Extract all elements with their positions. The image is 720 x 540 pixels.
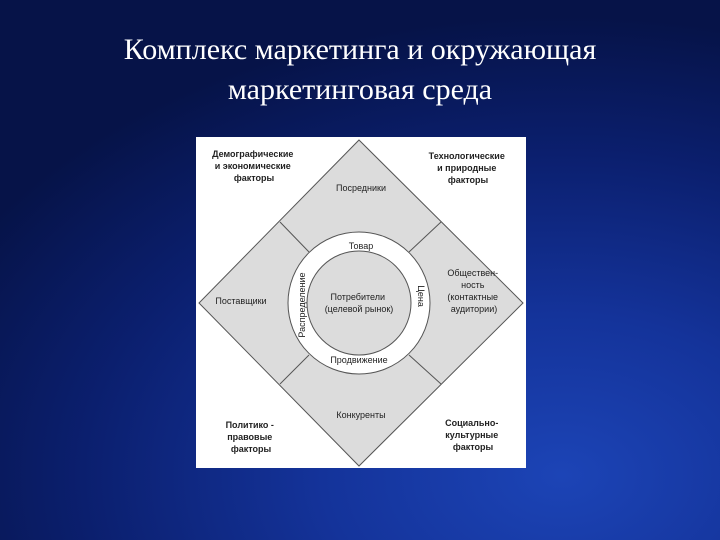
corner-top-left: Демографические и экономические факторы: [212, 149, 294, 183]
slide-title: [0, 30, 720, 110]
label-promotion: Продвижение: [330, 355, 388, 365]
corner-top-right: Технологические и природные факторы: [428, 151, 505, 185]
label-suppliers: Поставщики: [215, 296, 267, 306]
label-competitors: Конкуренты: [336, 410, 386, 420]
corner-bottom-left: Политико - правовые факторы: [225, 420, 274, 454]
marketing-environment-diagram: [196, 137, 526, 468]
label-intermediaries: Посредники: [335, 183, 387, 193]
slide-title-line-2: маркетинговая среда: [227, 73, 493, 106]
diagram-canvas: [196, 137, 526, 468]
label-product: Товар: [348, 241, 374, 251]
slide-title-line-1: Комплекс маркетинга и окружающая: [123, 33, 597, 66]
label-distribution: Распределение: [297, 272, 307, 338]
label-public: Обществен- ность (контактные аудитории): [447, 268, 499, 314]
label-price: Цена: [416, 285, 426, 307]
corner-bottom-right: Социально- культурные факторы: [445, 418, 499, 452]
label-consumers: Потребители (целевой рынок): [324, 292, 394, 314]
target-market-circle: [307, 251, 411, 355]
